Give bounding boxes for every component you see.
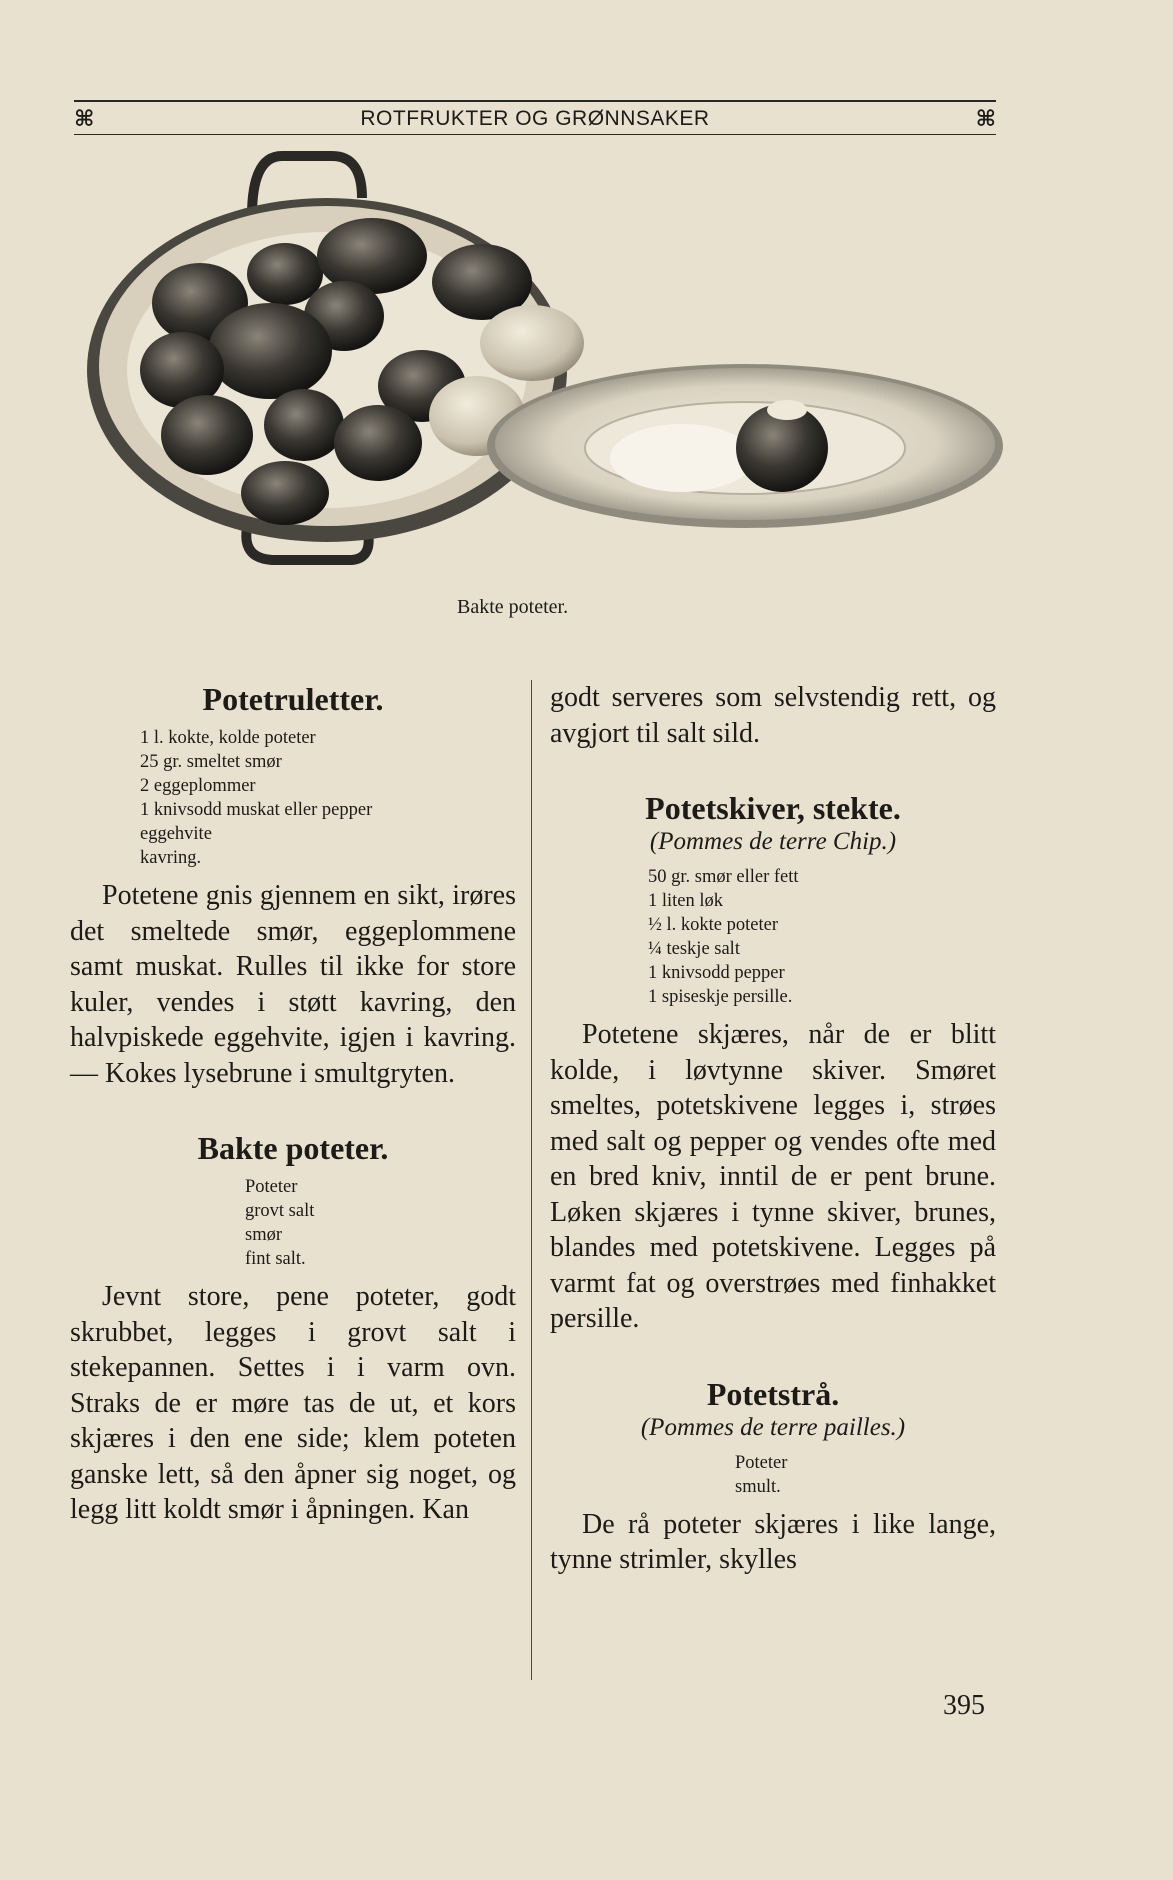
recipe-text-potetruletter: Potetene gnis gjennem en sikt, irøres det smeltede smør, eggeplommene samt muskat. Rulles til ikke for store kuler, vendes i støtt kavring, den halvpiskede eggehvite, igjen i kavring. — Kokes lysebrune i smultgryten. [70,880,516,1089]
recipe-subtitle-potetskiver: (Pommes de terre Chip.) [649,828,897,855]
ingredient: 50 gr. smør eller fett [648,867,799,887]
ingredient-list-bakte-poteter [245,1175,516,1271]
potato [264,389,344,461]
ingredient: eggehvite [140,824,212,844]
header-rule-bottom [74,134,996,135]
ingredient: 2 eggeplommer [140,776,256,796]
ingredient: 1 spiseskje persille. [648,987,793,1007]
plate-highlight [610,424,754,492]
running-header [74,100,996,136]
ingredient: 1 liten løk [648,891,724,911]
ingredient: Poteter [735,1452,788,1473]
recipe-title-bakte-poteter: Bakte poteter. [197,1130,389,1166]
ornament-left-icon: ⌘ [74,106,95,131]
header-rule-top [74,100,996,102]
recipe-title-potetruletter: Potetruletter. [202,681,384,717]
ingredient: ½ l. kokte poteter [648,915,778,935]
potato [161,395,253,475]
recipe-text-potetstra: De rå poteter skjæres i like lange, tynne strimler, skylles [550,1508,996,1575]
page-number: 395 [943,1690,985,1721]
recipe-text-potetskiver: Potetene skjæres, når de er blitt kolde, i løvtynne skiver. Smøret smeltes, potetskivene legges i, strøes med salt og pepper og vendes ofte med en bred kniv, inntil de er pent brune. Løken skjæres i tynne skiver, brunes, blandes med potetskivene. Legges på varmt fat og overstrøes med finhakket persille. [550,1019,996,1334]
photo-illustration [82,148,1012,578]
ingredient: smult. [735,1476,781,1497]
ingredient: 25 gr. smeltet smør [140,752,282,772]
ingredient: Poteter [245,1177,298,1197]
recipe-title-potetstra: Potetstrå. [706,1375,840,1412]
ingredient-list-potetruletter [140,726,516,870]
chapter-title: ROTFRUKTER OG GRØNNSAKER [360,107,710,130]
baked-potatoes-photo [82,148,1012,578]
ingredient-list-potetskiver [648,865,996,1009]
ingredient: ¼ teskje salt [648,939,740,959]
recipe-text-bakte-poteter: Jevnt store, pene poteter, godt skrubbet, legges i grovt salt i stekepannen. Settes i i varm ovn. Straks de er møre tas de ut, et kors skjæres i den ene side; klem poteten ganske lett, så den åpner sig noget, og legg litt koldt smør i åpningen. Kan [70,1281,516,1525]
ingredient: 1 knivsodd muskat eller pepper [140,800,373,820]
ingredient: kavring. [140,848,202,868]
continued-text: godt serveres som selvstendig rett, og avgjort til salt sild. [550,682,996,749]
ingredient: 1 knivsodd pepper [648,963,785,983]
potato [208,303,332,399]
recipe-subtitle-potetstra: (Pommes de terre pailles.) [640,1413,906,1441]
right-column [550,680,996,1578]
potato [334,405,422,481]
potato [241,461,329,525]
ornament-right-icon: ⌘ [975,106,996,131]
left-column [70,680,516,1528]
butter-pat [767,400,807,420]
figure-caption: Bakte poteter. [457,596,569,618]
recipe-title-potetskiver: Potetskiver, stekte. [645,790,901,826]
ingredient: 1 l. kokte, kolde poteter [140,728,316,748]
ingredient: grovt salt [245,1201,315,1221]
ingredient: fint salt. [245,1249,306,1269]
ingredient: smør [245,1225,282,1245]
potato-light [480,305,584,381]
column-divider [531,680,532,1680]
ingredient-list-potetstra [735,1451,996,1499]
